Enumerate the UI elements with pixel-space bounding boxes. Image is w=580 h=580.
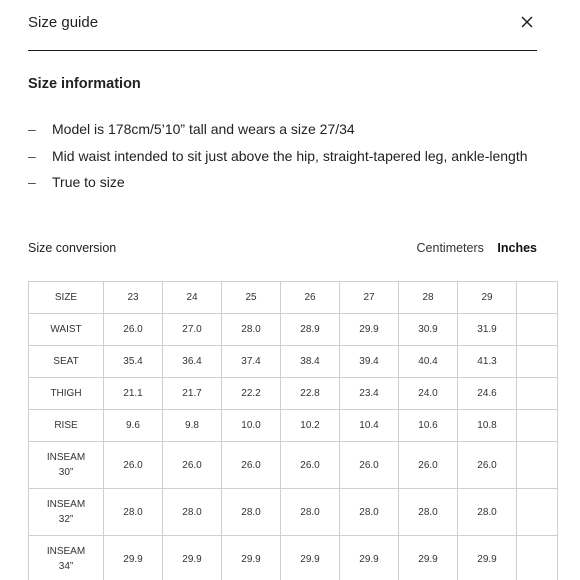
- table-cell: 24.6: [458, 378, 517, 410]
- table-cell: 21.7: [163, 378, 222, 410]
- bullet-dash: –: [28, 147, 36, 164]
- table-cell: 29.9: [163, 536, 222, 580]
- table-cell: 26.0: [340, 442, 399, 489]
- table-cell: 29.9: [458, 536, 517, 580]
- size-header-cell: 24: [163, 282, 222, 314]
- table-cell-partial: [517, 282, 558, 314]
- row-label-text: 34”: [58, 561, 74, 572]
- table-row: [29, 536, 558, 580]
- table-cell: 35.4: [104, 346, 163, 378]
- size-header-cell: 29: [458, 282, 517, 314]
- size-header-cell: 26: [281, 282, 340, 314]
- unit-toggle: [417, 241, 537, 255]
- table-row: [29, 410, 558, 442]
- bullet-dash: –: [28, 174, 36, 190]
- table-cell: 10.8: [458, 410, 517, 442]
- row-label-text: INSEAM: [46, 546, 86, 557]
- close-icon: [519, 14, 535, 30]
- table-cell: 24.0: [399, 378, 458, 410]
- row-label: [29, 282, 104, 314]
- table-cell: 26.0: [163, 442, 222, 489]
- size-information-heading: Size information: [28, 76, 141, 92]
- table-cell: 30.9: [399, 314, 458, 346]
- row-label: [29, 314, 104, 346]
- list-item-text: Model is 178cm/5’10” tall and wears a size 27/34: [52, 121, 355, 137]
- table-cell-partial: [517, 314, 558, 346]
- table-cell: 28.9: [281, 314, 340, 346]
- table-cell: 26.0: [104, 314, 163, 346]
- table-cell: 9.6: [104, 410, 163, 442]
- table-cell: 37.4: [222, 346, 281, 378]
- table-cell: 10.0: [222, 410, 281, 442]
- table-cell: 28.0: [104, 489, 163, 536]
- table-cell-partial: [517, 536, 558, 580]
- bullet-dash: –: [28, 121, 36, 137]
- table-cell: 22.2: [222, 378, 281, 410]
- table-row: [29, 378, 558, 410]
- table-cell: 40.4: [399, 346, 458, 378]
- row-label-text: 32”: [58, 514, 74, 525]
- row-label-text: SIZE: [54, 292, 78, 303]
- table-cell: 41.3: [458, 346, 517, 378]
- table-cell: 26.0: [399, 442, 458, 489]
- list-item-text: Mid waist intended to sit just above the hip, straight-tapered leg, ankle-length: [52, 147, 528, 164]
- table-cell: 28.0: [458, 489, 517, 536]
- list-item-text: True to size: [52, 174, 125, 190]
- table-cell: 28.0: [163, 489, 222, 536]
- size-guide-header: [28, 0, 537, 51]
- size-header-cell: 27: [340, 282, 399, 314]
- size-conversion-heading: Size conversion: [28, 241, 117, 255]
- table-cell: 10.6: [399, 410, 458, 442]
- table-cell: 29.9: [222, 536, 281, 580]
- table-cell: 28.0: [340, 489, 399, 536]
- table-cell-partial: [517, 346, 558, 378]
- size-header-cell: 28: [399, 282, 458, 314]
- table-cell: 29.9: [340, 314, 399, 346]
- table-cell-partial: [517, 378, 558, 410]
- row-label: [29, 442, 104, 489]
- table-row: [29, 346, 558, 378]
- row-label-text: INSEAM: [46, 499, 86, 510]
- table-cell-partial: [517, 410, 558, 442]
- table-cell: 10.4: [340, 410, 399, 442]
- table-cell: 28.0: [281, 489, 340, 536]
- table-cell-partial: [517, 489, 558, 536]
- close-button[interactable]: [519, 14, 535, 30]
- table-cell: 21.1: [104, 378, 163, 410]
- size-header-cell: 23: [104, 282, 163, 314]
- table-cell: 28.0: [399, 489, 458, 536]
- inches-toggle[interactable]: Inches: [497, 241, 537, 255]
- row-label: [29, 536, 104, 580]
- table-cell: 28.0: [222, 489, 281, 536]
- row-label-text: SEAT: [53, 356, 79, 367]
- table-cell: 26.0: [222, 442, 281, 489]
- table-row: [29, 489, 558, 536]
- table-cell: 29.9: [281, 536, 340, 580]
- row-label: [29, 410, 104, 442]
- row-label-text: INSEAM: [46, 452, 86, 463]
- table-cell: 38.4: [281, 346, 340, 378]
- table-cell: 26.0: [458, 442, 517, 489]
- table-row: [29, 282, 558, 314]
- table-cell: 26.0: [281, 442, 340, 489]
- row-label-text: THIGH: [50, 388, 82, 399]
- table-cell: 39.4: [340, 346, 399, 378]
- page-title: Size guide: [28, 14, 99, 31]
- table-cell: 28.0: [222, 314, 281, 346]
- table-cell: 29.9: [104, 536, 163, 580]
- table-cell: 10.2: [281, 410, 340, 442]
- size-header-cell: 25: [222, 282, 281, 314]
- row-label: [29, 489, 104, 536]
- table-cell: 23.4: [340, 378, 399, 410]
- size-conversion-table: [28, 281, 558, 580]
- table-cell-partial: [517, 442, 558, 489]
- table-row: [29, 314, 558, 346]
- row-label: [29, 378, 104, 410]
- centimeters-toggle[interactable]: Centimeters: [416, 241, 484, 255]
- row-label-text: 30”: [58, 467, 74, 478]
- table-cell: 29.9: [399, 536, 458, 580]
- row-label-text: WAIST: [50, 324, 82, 335]
- table-row: [29, 442, 558, 489]
- table-cell: 27.0: [163, 314, 222, 346]
- row-label-text: RISE: [54, 420, 78, 431]
- row-label: [29, 346, 104, 378]
- table-cell: 36.4: [163, 346, 222, 378]
- table-cell: 29.9: [340, 536, 399, 580]
- table-cell: 9.8: [163, 410, 222, 442]
- size-table-scroll[interactable]: [28, 281, 580, 580]
- table-cell: 26.0: [104, 442, 163, 489]
- table-cell: 22.8: [281, 378, 340, 410]
- table-cell: 31.9: [458, 314, 517, 346]
